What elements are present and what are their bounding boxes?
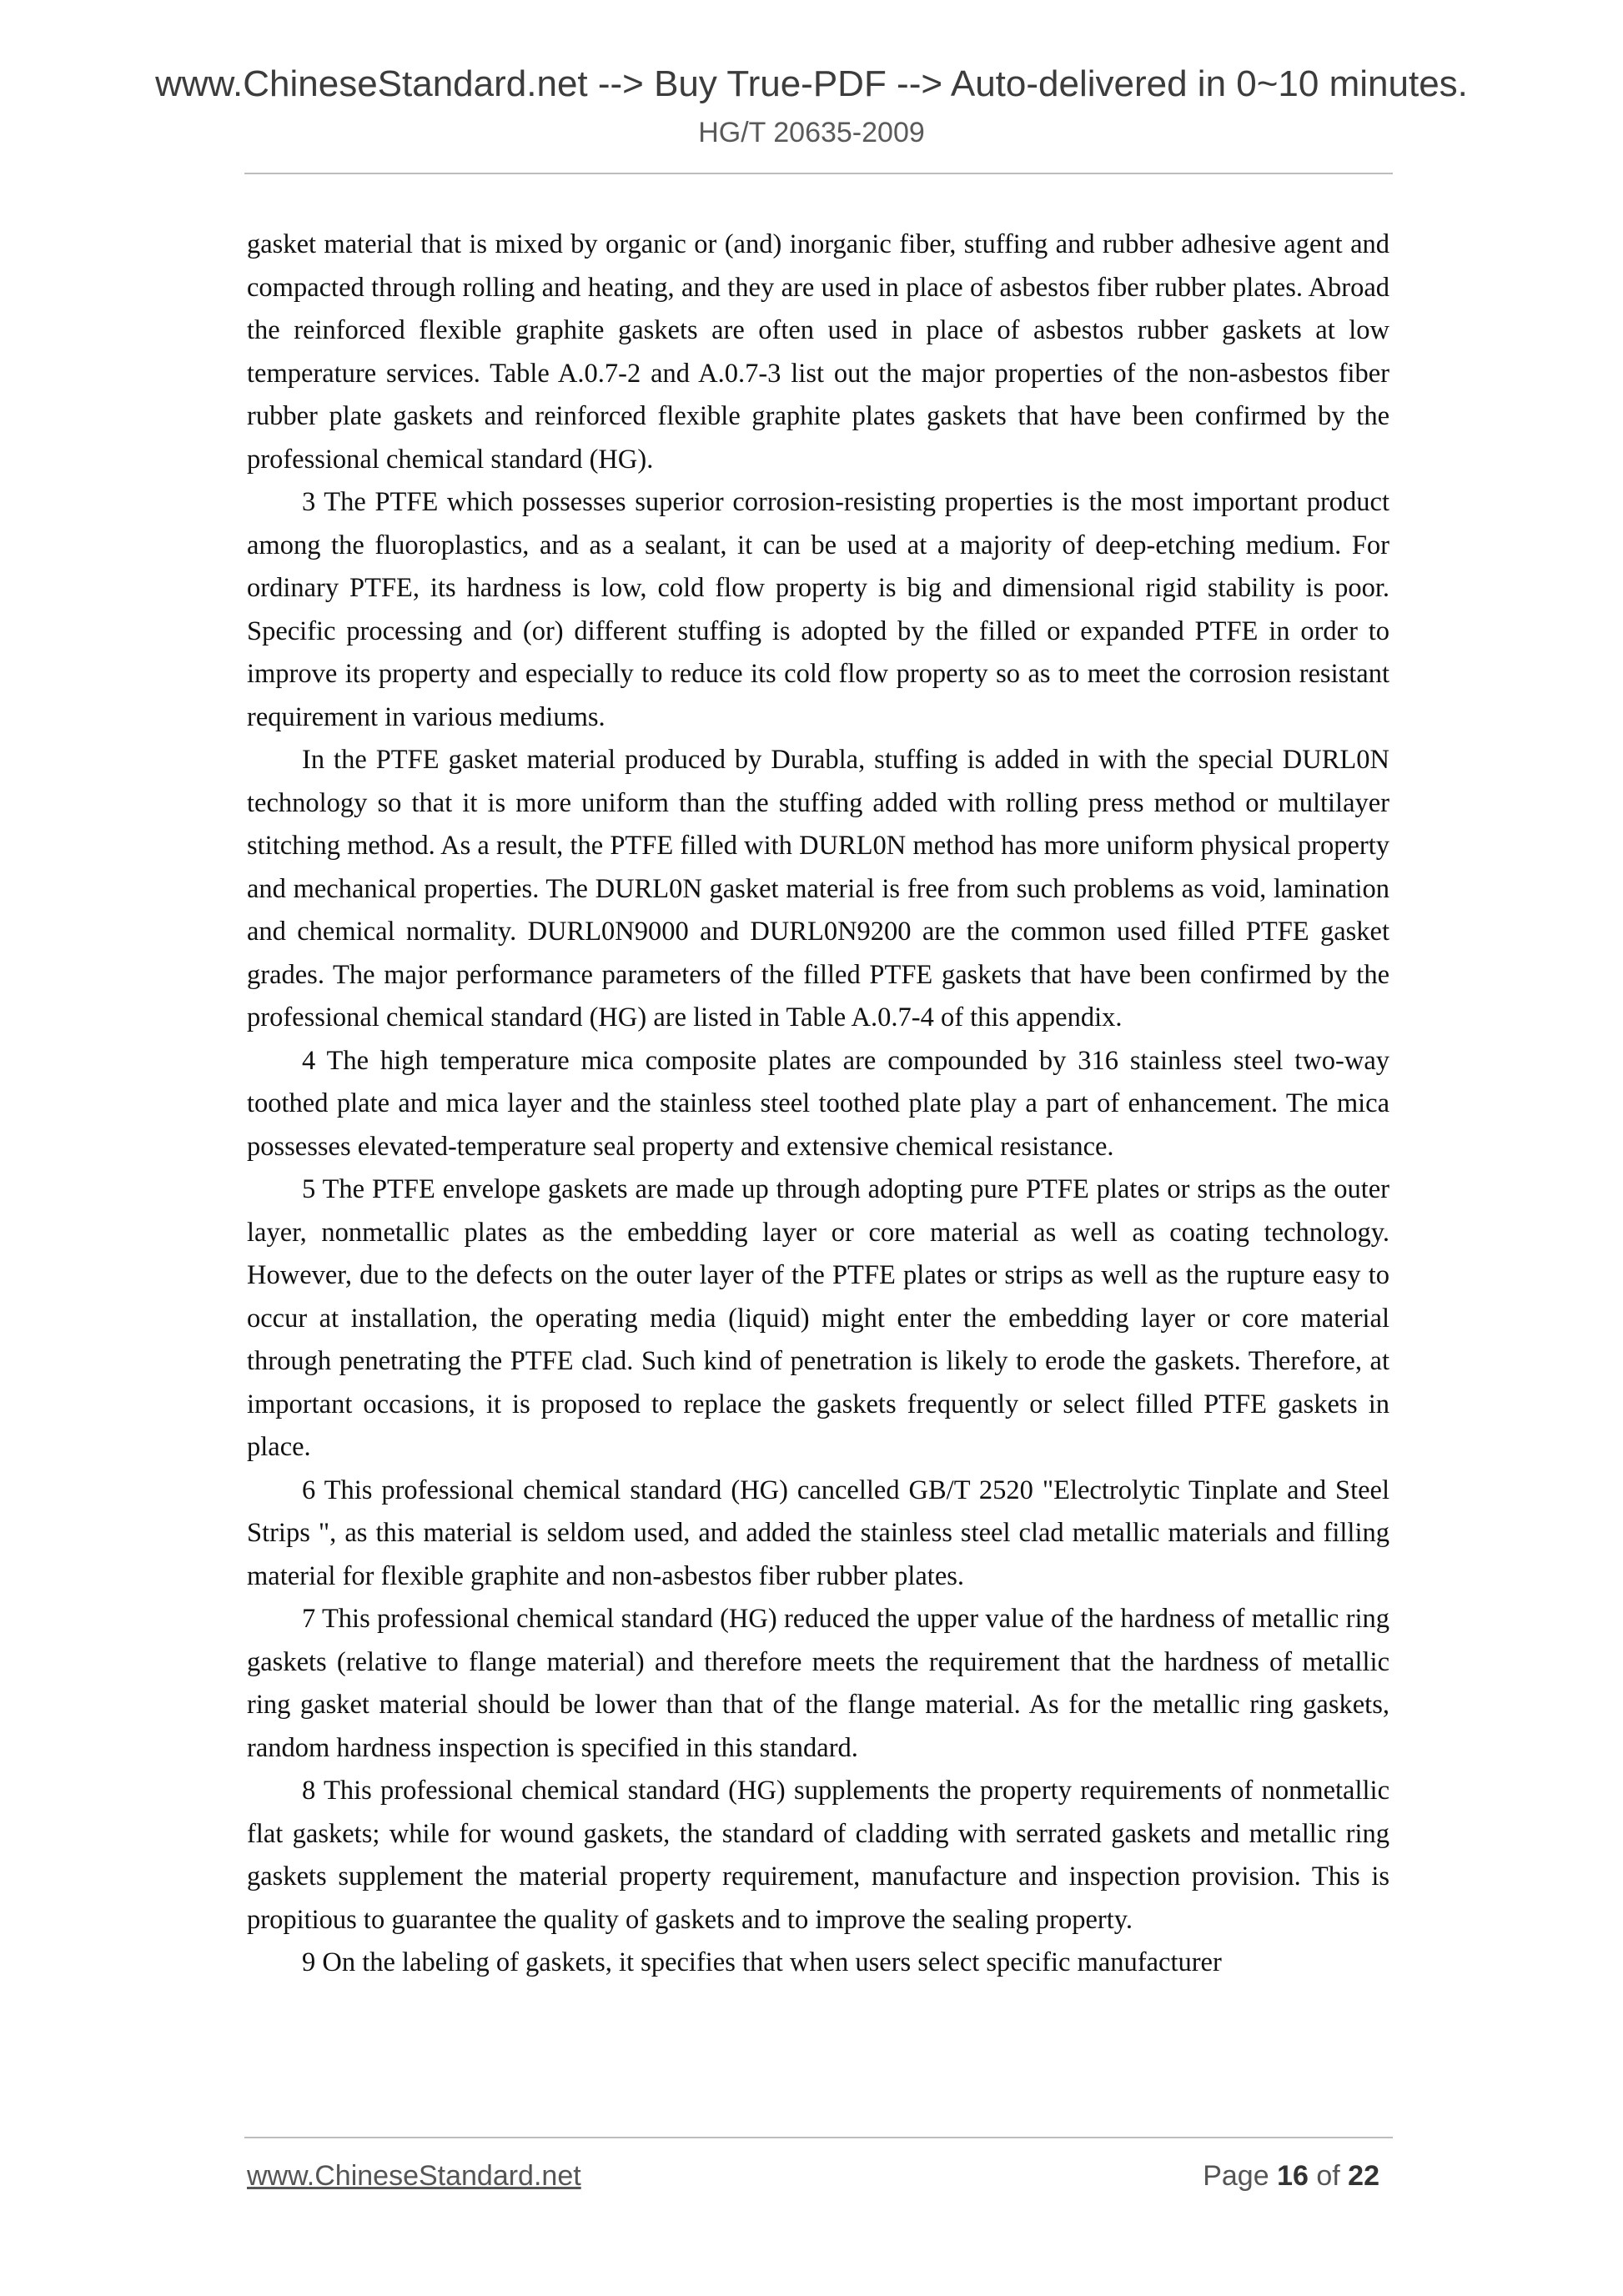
header-divider bbox=[244, 173, 1393, 174]
paragraph-item-8: 8 This professional chemical standard (HG) supplements the property requirements of nonmetallic flat gaskets; while for wound gaskets, the standard of cladding with serrated gaskets and metallic ring gaskets supplement the material property requirement, manufacture and inspection provision. This is propitious to guarantee the quality of gaskets and to improve the sealing property. bbox=[247, 1776, 1389, 1935]
paragraph-item-3: 3 The PTFE which possesses superior corrosion-resisting properties is the most important product among the fluoroplastics, and as a sealant, it can be used at a majority of deep-etching medium. For ordinary PTFE, its hardness is low, cold flow property is big and dimensional rigid stability is poor. Specific processing and (or) different stuffing is adopted by the filled or expanded PTFE in order to improve its property and especially to reduce its cold flow property so as to meet the corrosion resistant requirement in various mediums. bbox=[247, 487, 1389, 732]
paragraph-item-5: 5 The PTFE envelope gaskets are made up through adopting pure PTFE plates or strips as the outer layer, nonmetallic plates as the embedding layer or core material as well as coating technology. However, due to the defects on the outer layer of the PTFE plates or strips as well as the rupture easy to occur at installation, the operating media (liquid) might enter the embedding layer or core material through penetrating the PTFE clad. Such kind of penetration is likely to erode the gaskets. Therefore, at important occasions, it is proposed to replace the gaskets frequently or select filled PTFE gaskets in place. bbox=[247, 1174, 1389, 1462]
footer-site-link[interactable]: www.ChineseStandard.net bbox=[247, 2160, 581, 2192]
paragraph-item-7: 7 This professional chemical standard (HG) reduced the upper value of the hardness of metallic ring gaskets (relative to flange material) and therefore meets the requirement that the hardness of metallic ring gasket material should be lower than that of the flange material. As for the metallic ring gaskets, random hardness inspection is specified in this standard. bbox=[247, 1604, 1389, 1763]
paragraph-item-4: 4 The high temperature mica composite plates are compounded by 316 stainless steel two-way toothed plate and mica layer and the stainless steel toothed plate play a part of enhancement. The mica possesses elevated-temperature seal property and extensive chemical resistance. bbox=[247, 1045, 1389, 1162]
paragraph-continued: gasket material that is mixed by organic or (and) inorganic fiber, stuffing and rubber adhesive agent and compacted through rolling and heating, and they are used in place of asbestos fiber rubber plates. Abroad the reinforced flexible graphite gaskets are often used in place of asbestos rubber gaskets at low temperature services. Table A.0.7-2 and A.0.7-3 list out the major properties of the non-asbestos fiber rubber plate gaskets and reinforced flexible graphite plates gaskets that have been confirmed by the professional chemical standard (HG). bbox=[247, 229, 1389, 475]
document-body bbox=[247, 224, 1389, 1985]
page-indicator bbox=[1203, 2160, 1379, 2193]
page-word: Page bbox=[1203, 2160, 1269, 2192]
standard-code: HG/T 20635-2009 bbox=[698, 117, 925, 148]
footer-divider bbox=[244, 2137, 1393, 2138]
paragraph-item-6: 6 This professional chemical standard (HG) cancelled GB/T 2520 "Electrolytic Tinplate and Steel Strips ", as this material is seldom used, and added the stainless steel clad metallic materials and filling material for flexible graphite and non-asbestos fiber rubber plates. bbox=[247, 1475, 1389, 1591]
paragraph-durabla: In the PTFE gasket material produced by Durabla, stuffing is added in with the special DURL0N technology so that it is more uniform than the stuffing added with rolling press method or multilayer stitching method. As a result, the PTFE filled with DURL0N method has more uniform physical property and mechanical properties. The DURL0N gasket material is free from such problems as void, lamination and chemical normality. DURL0N9000 and DURL0N9200 are the common used filled PTFE gasket grades. The major performance parameters of the filled PTFE gaskets that have been confirmed by the professional chemical standard (HG) are listed in Table A.0.7-4 of this appendix. bbox=[247, 745, 1389, 1032]
page-current: 16 bbox=[1277, 2160, 1309, 2192]
paragraph-item-9: 9 On the labeling of gaskets, it specifies that when users select specific manufacturer bbox=[302, 1947, 1222, 1977]
page-total: 22 bbox=[1348, 2160, 1379, 2192]
header-banner: www.ChineseStandard.net --> Buy True-PDF --> Auto-delivered in 0~10 minutes. bbox=[155, 63, 1468, 104]
page-of-word: of bbox=[1316, 2160, 1340, 2192]
